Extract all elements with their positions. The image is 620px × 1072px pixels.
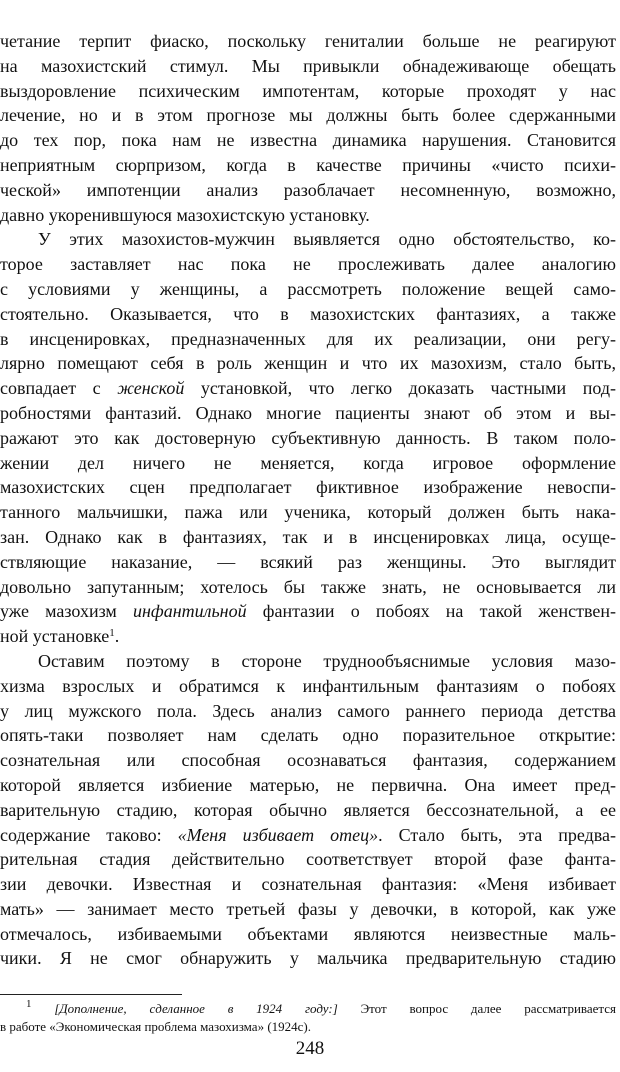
- text-line: содержание таково: «Меня избивает отец». Стало быть, эта предва-: [0, 824, 616, 845]
- text-line: варительную стадию, которая обычно является бессознательной, а ее: [0, 799, 616, 820]
- text-line: зии девочки. Известная и сознательная фантазия: «Меня избивает: [0, 874, 616, 895]
- text-line: У этих мазохистов-мужчин выявляется одно обстоятельство, ко-: [38, 229, 616, 250]
- footnote-marker: 1: [26, 998, 32, 1010]
- emphasis: инфантильной: [133, 601, 247, 622]
- text-line: мазохистских сцен предполагает фиктивное изображение невоспи-: [0, 477, 616, 498]
- text-line: отмечалось, избиваемыми объектами являются неизвестные маль-: [0, 923, 616, 944]
- text-line: уже мазохизм инфантильной фантазии о побоях на такой женствен-: [0, 601, 616, 622]
- text-line: сознательная или способная осознаваться фантазия, содержанием: [0, 750, 616, 771]
- paragraph: [0, 29, 616, 227]
- text-line: на мазохистский стимул. Мы привыкли обнадеживающе обещать: [0, 55, 616, 76]
- text-line: торое заставляет нас пока не прослеживать далее аналогию: [0, 254, 616, 275]
- text-line: у лиц мужского пола. Здесь анализ самого раннего периода детства: [0, 700, 616, 721]
- emphasis: «Меня избивает отец»: [177, 824, 379, 845]
- text-line: стоятельно. Оказывается, что в мазохистских фантазиях, а также: [0, 303, 616, 324]
- text-line: жении дел ничего не меняется, когда игровое оформление: [0, 452, 616, 473]
- paragraph: [0, 649, 616, 971]
- text-line: танного мальчишки, пажа или ученика, который должен быть нака-: [0, 502, 616, 523]
- text-line: ной установке$^1$.: [0, 626, 120, 647]
- footnote-line: в работе «Экономическая проблема мазохизма» (1924c).: [0, 1019, 312, 1034]
- footnote-rule: [0, 994, 182, 995]
- text-line: ствляющие наказание, — всякий раз женщины. Это выглядит: [0, 551, 616, 572]
- page-number: 248: [295, 1038, 325, 1059]
- text-line: опять-таки позволяет нам сделать одно поразительное открытие:: [0, 725, 616, 746]
- text-line: до тех пор, пока нам не известна динамика нарушения. Становится: [0, 130, 616, 151]
- body-text: [0, 29, 616, 971]
- text-line: ческой» импотенции анализ разоблачает несомненную, возможно,: [0, 179, 616, 200]
- text-line: рительная стадия действительно соответствует второй фазе фанта-: [0, 849, 616, 870]
- footnote: [0, 1000, 616, 1036]
- text-line: с условиями у женщины, а рассмотреть положение вещей само-: [0, 278, 616, 299]
- footnote-line: $^1$ [Дополнение, сделанное в 1924 году:] Этот вопрос далее рассматривается: [26, 998, 616, 1016]
- text-line: мать» — занимает место третьей фазы у девочки, в которой, как уже: [0, 898, 616, 919]
- text-line: лярно помещают себя в роль женщин и что их мазохизм, стало быть,: [0, 353, 616, 374]
- text-line: выздоровление психическим импотентам, которые проходят у нас: [0, 80, 616, 101]
- text-line: ражают это как достоверную субъективную данность. В таком поло-: [0, 427, 616, 448]
- text-line: лечение, но и в этом прогнозе мы должны быть более сдержанными: [0, 105, 616, 126]
- text-line: Оставим поэтому в стороне труднообъяснимые условия мазо-: [38, 650, 616, 671]
- emphasis: [Дополнение, сделанное в 1924 году:]: [54, 1001, 338, 1016]
- text-line: робностями фантазий. Однако многие пациенты знают об этом и вы-: [0, 402, 616, 423]
- footnote-marker: 1: [109, 627, 115, 640]
- text-line: зан. Однако как в фантазиях, так и в инсценировках лица, осуще-: [0, 526, 616, 547]
- text-line: которой является избиение матерью, не первична. Она имеет пред-: [0, 774, 616, 795]
- text-line: довольно запутанным; хотелось бы также знать, не основывается ли: [0, 576, 616, 597]
- text-line: неприятным сюрпризом, когда в качестве причины «чисто психи-: [0, 154, 616, 175]
- text-line: четание терпит фиаско, поскольку гениталии больше не реагируют: [0, 31, 616, 51]
- text-line: в инсценировках, предназначенных для их реализации, они регу-: [0, 328, 616, 349]
- text-line: давно укоренившуюся мазохистскую установку.: [0, 204, 370, 225]
- emphasis: женской: [117, 378, 185, 399]
- text-line: совпадает с женской установкой, что легко доказать частными под-: [0, 378, 616, 399]
- text-line: хизма взрослых и обратимся к инфантильным фантазиям о побоях: [0, 675, 616, 696]
- text-line: чики. Я не смог обнаружить у мальчика предварительную стадию: [0, 948, 616, 969]
- paragraph: [0, 227, 616, 649]
